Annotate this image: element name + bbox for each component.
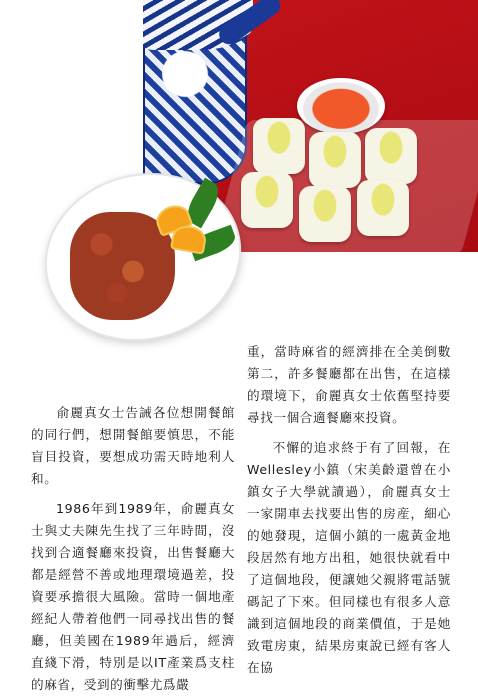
article-paragraph — [31, 498, 235, 696]
paragraph-text: 1986年到1989年，俞麗真女士與丈夫陳先生找了三年時間，沒找到合適餐廳來投資，出售餐廳大都是經營不善或地理環境過差，投資要承擔很大風險。當時一個地產經紀人帶着他們一同尋找出售的餐廳，但美國在1989年過后，經濟直綫下滑，特別是以IT產業爲支柱的麻省，受到的衝擊尤爲嚴 — [31, 501, 235, 692]
article-column-right — [247, 341, 451, 679]
spring-roll — [357, 180, 409, 236]
article-paragraph — [247, 341, 451, 429]
article-column-left — [31, 402, 235, 696]
paragraph-text: 俞麗真女士告誡各位想開餐館的同行們，想開餐館要慎思，不能盲目投資，要想成功需天時地利人和。 — [31, 405, 235, 486]
spring-roll — [253, 118, 305, 174]
spring-roll — [299, 186, 351, 242]
article-paragraph — [31, 402, 235, 490]
spring-roll — [365, 128, 417, 184]
sauce-bowl — [297, 78, 385, 134]
spring-roll — [241, 172, 293, 228]
paragraph-text: 重，當時麻省的經濟排在全美倒數第二，許多餐廳都在出售，在這樣的環境下，俞麗真女士依舊堅持要尋找一個合適餐廳來投資。 — [247, 344, 451, 425]
spring-roll — [309, 132, 361, 188]
article-paragraph — [247, 437, 451, 679]
paragraph-text: 不懈的追求終于有了回報，在Wellesley小鎮（宋美齡還曾在小鎮女子大學就讀過），俞麗真女士一家開車去找要出售的房産，細心的她發現，這個小鎮的一處黃金地段居然有地方出租，她很快就看中了這個地段，便讓她父親將電話號碼記了下來。但同樣也有很多人意識到這個地段的商業價值，于是她致電房東，結果房東說已經有客人在協 — [247, 440, 451, 675]
